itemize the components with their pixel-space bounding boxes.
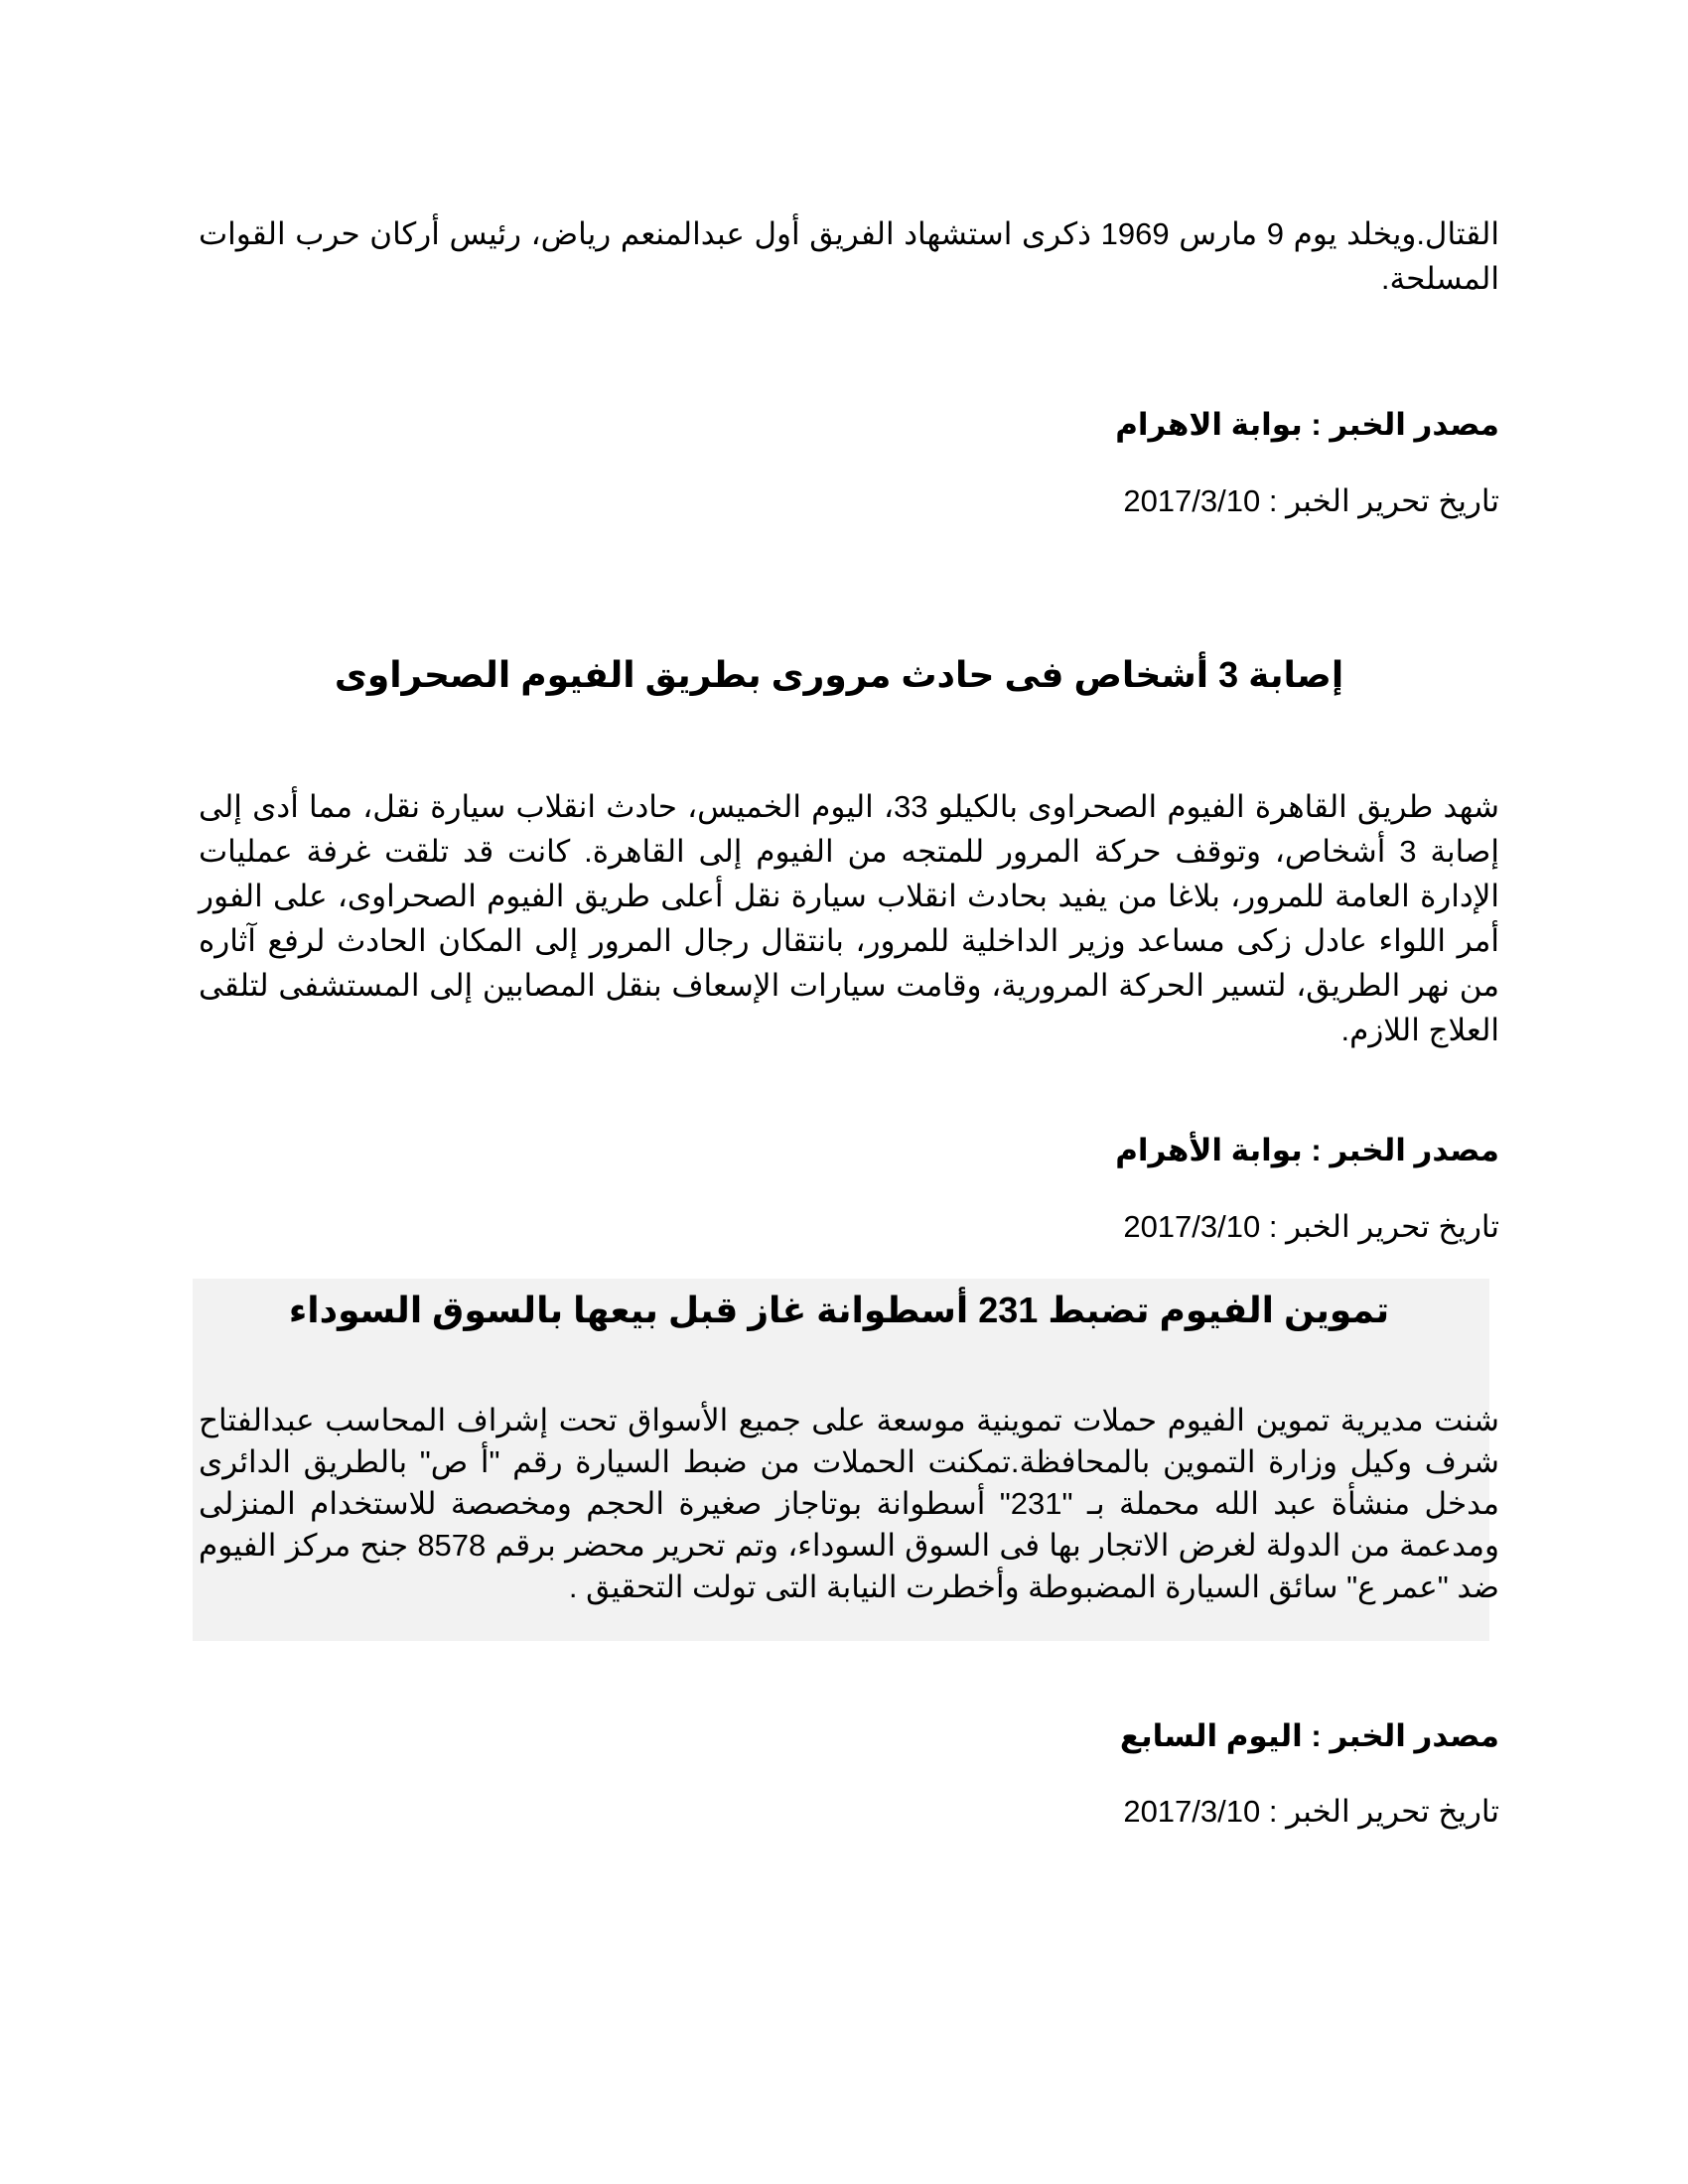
intro-date-line xyxy=(199,478,1499,523)
intro-block xyxy=(199,211,1499,301)
date-value: 2017/3/10 xyxy=(1123,483,1261,518)
article2-block xyxy=(199,1400,1499,1608)
date-label: تاريخ تحرير الخبر : xyxy=(1260,483,1499,518)
date-label: تاريخ تحرير الخبر : xyxy=(1260,1794,1499,1829)
article2-source-line xyxy=(199,1713,1499,1758)
date-label: تاريخ تحرير الخبر : xyxy=(1260,1209,1499,1244)
source-label: مصدر الخبر : xyxy=(1302,1133,1499,1167)
source-value: بوابة الاهرام xyxy=(1115,407,1303,442)
intro-source-line xyxy=(199,402,1499,447)
source-value: بوابة الأهرام xyxy=(1115,1133,1303,1167)
article2-date-line xyxy=(199,1789,1499,1834)
source-label: مصدر الخبر : xyxy=(1302,1718,1499,1753)
article1-body: شهد طريق القاهرة الفيوم الصحراوى بالكيلو 33، اليوم الخميس، حادث انقلاب سيارة نقل، مما أدى إلى إصابة 3 أشخاص، وتوقف حركة المرور للمتجه من الفيوم إلى القاهرة. كانت قد تلقت غرفة عمليات الإدارة العامة للمرور، بلاغا من يفيد بحادث انقلاب سيارة نقل أعلى طريق الفيوم الصحراوى، على الفور أمر اللواء عادل زكى مساعد وزير الداخلية للمرور، بانتقال رجال المرور إلى المكان الحادث لرفع آثاره من نهر الطريق، لتسير الحركة المرورية، وقامت سيارات الإسعاف بنقل المصابين إلى المستشفى لتلقى العلاج اللازم. xyxy=(199,789,1499,1047)
article1-block xyxy=(199,784,1499,1052)
source-value: اليوم السابع xyxy=(1119,1718,1303,1753)
article1-headline: إصابة 3 أشخاص فى حادث مرورى بطريق الفيوم الصحراوى xyxy=(334,654,1344,695)
article1-date-line xyxy=(199,1204,1499,1249)
intro-paragraph: القتال.ويخلد يوم 9 مارس 1969 ذكرى استشهاد الفريق أول عبدالمنعم رياض، رئيس أركان حرب القوات المسلحة. xyxy=(199,216,1499,296)
date-value: 2017/3/10 xyxy=(1123,1794,1261,1829)
article1-source-line xyxy=(199,1128,1499,1172)
source-label: مصدر الخبر : xyxy=(1302,407,1499,442)
article2-body: شنت مديرية تموين الفيوم حملات تموينية موسعة على جميع الأسواق تحت إشراف المحاسب عبدالفتاح شرف وكيل وزارة التموين بالمحافظة.تمكنت الحملات من ضبط السيارة رقم "أ ص" بالطريق الدائرى مدخل منشأة عبد الله محملة بـ "231" أسطوانة بوتاجاز صغيرة الحجم ومخصصة للاستخدام المنزلى ومدعمة من الدولة لغرض الاتجار بها فى السوق السوداء، وتم تحرير محضر برقم 8578 جنح مركز الفيوم ضد "عمر ع" سائق السيارة المضبوطة وأخطرت النيابة التى تولت التحقيق . xyxy=(199,1403,1499,1604)
article2-headline: تموين الفيوم تضبط 231 أسطوانة غاز قبل بيعها بالسوق السوداء xyxy=(288,1290,1390,1330)
date-value: 2017/3/10 xyxy=(1123,1209,1261,1244)
